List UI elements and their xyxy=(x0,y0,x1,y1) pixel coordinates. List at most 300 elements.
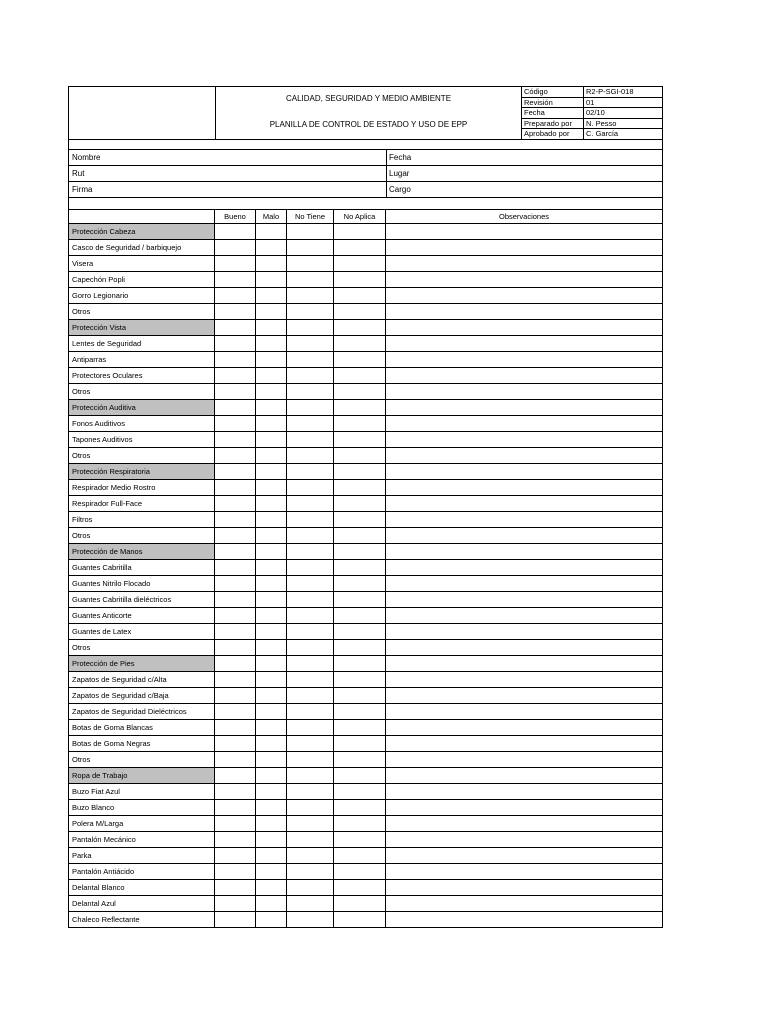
bueno-cell[interactable] xyxy=(215,576,256,591)
field-rut[interactable]: Rut xyxy=(69,166,387,181)
observaciones-cell[interactable] xyxy=(386,400,662,415)
bueno-cell[interactable] xyxy=(215,320,256,335)
no-tiene-cell[interactable] xyxy=(287,240,334,255)
bueno-cell[interactable] xyxy=(215,736,256,751)
meta-label: Revisión xyxy=(522,98,584,108)
observaciones-cell[interactable] xyxy=(386,384,662,399)
observaciones-cell[interactable] xyxy=(386,336,662,351)
no-tiene-cell[interactable] xyxy=(287,672,334,687)
malo-cell[interactable] xyxy=(256,672,287,687)
bueno-cell[interactable] xyxy=(215,784,256,799)
no-aplica-cell[interactable] xyxy=(334,400,386,415)
no-aplica-cell[interactable] xyxy=(334,416,386,431)
table-row xyxy=(69,848,662,864)
bueno-cell[interactable] xyxy=(215,768,256,783)
bueno-cell[interactable] xyxy=(215,608,256,623)
meta-value: 01 xyxy=(586,97,595,107)
spacer-row xyxy=(68,140,663,150)
no-tiene-cell[interactable] xyxy=(287,784,334,799)
no-aplica-cell[interactable] xyxy=(334,496,386,511)
observaciones-cell[interactable] xyxy=(386,704,662,719)
observaciones-cell[interactable] xyxy=(386,512,662,527)
malo-cell[interactable] xyxy=(256,864,287,879)
bueno-cell[interactable] xyxy=(215,560,256,575)
no-aplica-cell[interactable] xyxy=(334,432,386,447)
observaciones-cell[interactable] xyxy=(386,592,662,607)
no-aplica-cell[interactable] xyxy=(334,896,386,911)
no-aplica-cell[interactable] xyxy=(334,720,386,735)
bueno-cell[interactable] xyxy=(215,688,256,703)
malo-cell[interactable] xyxy=(256,816,287,831)
meta-value: R2-P-SGI-018 xyxy=(586,87,634,96)
observaciones-cell[interactable] xyxy=(386,896,662,911)
observaciones-cell[interactable] xyxy=(386,368,662,383)
no-tiene-cell[interactable] xyxy=(287,448,334,463)
table-row xyxy=(69,240,662,256)
malo-cell[interactable] xyxy=(256,432,287,447)
item-label: Respirador Medio Rostro xyxy=(69,480,215,495)
no-aplica-cell[interactable] xyxy=(334,576,386,591)
table-row xyxy=(69,288,662,304)
observaciones-cell[interactable] xyxy=(386,720,662,735)
column-header: No Tiene xyxy=(287,210,334,223)
no-aplica-cell[interactable] xyxy=(334,864,386,879)
field-cargo[interactable]: Cargo xyxy=(389,185,411,194)
bueno-cell[interactable] xyxy=(215,448,256,463)
meta-value: 02/10 xyxy=(586,108,605,118)
no-tiene-cell[interactable] xyxy=(287,336,334,351)
no-tiene-cell[interactable] xyxy=(287,352,334,367)
bueno-cell[interactable] xyxy=(215,720,256,735)
bueno-cell[interactable] xyxy=(215,352,256,367)
no-tiene-cell[interactable] xyxy=(287,608,334,623)
field-lugar[interactable]: Lugar xyxy=(389,169,410,178)
bueno-cell[interactable] xyxy=(215,512,256,527)
no-aplica-cell[interactable] xyxy=(334,336,386,351)
no-aplica-cell[interactable] xyxy=(334,816,386,831)
malo-cell[interactable] xyxy=(256,896,287,911)
bueno-cell[interactable] xyxy=(215,528,256,543)
observaciones-cell[interactable] xyxy=(386,816,662,831)
malo-cell[interactable] xyxy=(256,224,287,239)
malo-cell[interactable] xyxy=(256,480,287,495)
column-header xyxy=(69,210,215,223)
malo-cell[interactable] xyxy=(256,624,287,639)
no-aplica-cell[interactable] xyxy=(334,528,386,543)
malo-cell[interactable] xyxy=(256,704,287,719)
no-tiene-cell[interactable] xyxy=(287,528,334,543)
item-label: Polera M/Larga xyxy=(69,816,215,831)
table-row xyxy=(69,256,662,272)
table-row xyxy=(69,688,662,704)
item-label: Otros xyxy=(69,448,215,463)
item-label: Lentes de Seguridad xyxy=(69,336,215,351)
observaciones-cell[interactable] xyxy=(386,608,662,623)
item-label: Zapatos de Seguridad c/Baja xyxy=(69,688,215,703)
malo-cell[interactable] xyxy=(256,656,287,671)
no-tiene-cell[interactable] xyxy=(287,272,334,287)
item-label: Guantes Cabritilla xyxy=(69,560,215,575)
table-row xyxy=(69,512,662,528)
bueno-cell[interactable] xyxy=(215,896,256,911)
observaciones-cell[interactable] xyxy=(386,416,662,431)
table-row xyxy=(69,352,662,368)
malo-cell[interactable] xyxy=(256,560,287,575)
bueno-cell[interactable] xyxy=(215,464,256,479)
malo-cell[interactable] xyxy=(256,320,287,335)
observaciones-cell[interactable] xyxy=(386,256,662,271)
malo-cell[interactable] xyxy=(256,336,287,351)
observaciones-cell[interactable] xyxy=(386,480,662,495)
no-tiene-cell[interactable] xyxy=(287,800,334,815)
no-tiene-cell[interactable] xyxy=(287,768,334,783)
no-aplica-cell[interactable] xyxy=(334,512,386,527)
no-aplica-cell[interactable] xyxy=(334,784,386,799)
no-aplica-cell[interactable] xyxy=(334,352,386,367)
bueno-cell[interactable] xyxy=(215,832,256,847)
no-tiene-cell[interactable] xyxy=(287,720,334,735)
observaciones-cell[interactable] xyxy=(386,544,662,559)
observaciones-cell[interactable] xyxy=(386,320,662,335)
no-tiene-cell[interactable] xyxy=(287,576,334,591)
section-label: Protección de Manos xyxy=(69,544,215,559)
malo-cell[interactable] xyxy=(256,736,287,751)
no-tiene-cell[interactable] xyxy=(287,496,334,511)
malo-cell[interactable] xyxy=(256,688,287,703)
table-row xyxy=(69,864,662,880)
section-label: Protección Cabeza xyxy=(69,224,215,239)
section-header-row xyxy=(69,320,662,336)
malo-cell[interactable] xyxy=(256,544,287,559)
table-row xyxy=(69,736,662,752)
bueno-cell[interactable] xyxy=(215,800,256,815)
malo-cell[interactable] xyxy=(256,640,287,655)
bueno-cell[interactable] xyxy=(215,432,256,447)
bueno-cell[interactable] xyxy=(215,304,256,319)
no-aplica-cell[interactable] xyxy=(334,320,386,335)
no-tiene-cell[interactable] xyxy=(287,384,334,399)
no-aplica-cell[interactable] xyxy=(334,384,386,399)
bueno-cell[interactable] xyxy=(215,288,256,303)
bueno-cell[interactable] xyxy=(215,672,256,687)
table-row xyxy=(69,608,662,624)
no-tiene-cell[interactable] xyxy=(287,544,334,559)
form-sheet xyxy=(68,86,663,928)
section-label: Protección de Pies xyxy=(69,656,215,671)
table-row xyxy=(69,272,662,288)
no-aplica-cell[interactable] xyxy=(334,656,386,671)
no-aplica-cell[interactable] xyxy=(334,640,386,655)
bueno-cell[interactable] xyxy=(215,864,256,879)
observaciones-cell[interactable] xyxy=(386,560,662,575)
observaciones-cell[interactable] xyxy=(386,224,662,239)
bueno-cell[interactable] xyxy=(215,848,256,863)
no-aplica-cell[interactable] xyxy=(334,224,386,239)
no-tiene-cell[interactable] xyxy=(287,560,334,575)
observaciones-cell[interactable] xyxy=(386,464,662,479)
item-label: Antiparras xyxy=(69,352,215,367)
bueno-cell[interactable] xyxy=(215,336,256,351)
bueno-cell[interactable] xyxy=(215,880,256,895)
no-tiene-cell[interactable] xyxy=(287,704,334,719)
section-header-row xyxy=(69,400,662,416)
no-tiene-cell[interactable] xyxy=(287,880,334,895)
field-firma[interactable]: Firma xyxy=(69,182,387,197)
observaciones-cell[interactable] xyxy=(386,624,662,639)
item-label: Casco de Seguridad / barbiquejo xyxy=(69,240,215,255)
malo-cell[interactable] xyxy=(256,352,287,367)
observaciones-cell[interactable] xyxy=(386,640,662,655)
table-row xyxy=(69,640,662,656)
no-aplica-cell[interactable] xyxy=(334,464,386,479)
field-nombre[interactable]: Nombre xyxy=(69,150,387,165)
no-aplica-cell[interactable] xyxy=(334,608,386,623)
no-aplica-cell[interactable] xyxy=(334,448,386,463)
bueno-cell[interactable] xyxy=(215,272,256,287)
no-tiene-cell[interactable] xyxy=(287,368,334,383)
item-label: Buzo Blanco xyxy=(69,800,215,815)
observaciones-cell[interactable] xyxy=(386,864,662,879)
malo-cell[interactable] xyxy=(256,384,287,399)
bueno-cell[interactable] xyxy=(215,624,256,639)
table-row xyxy=(69,800,662,816)
observaciones-cell[interactable] xyxy=(386,768,662,783)
item-label: Pantalón Mecánico xyxy=(69,832,215,847)
malo-cell[interactable] xyxy=(256,800,287,815)
no-aplica-cell[interactable] xyxy=(334,912,386,927)
field-fecha[interactable]: Fecha xyxy=(389,153,412,162)
observaciones-cell[interactable] xyxy=(386,496,662,511)
bueno-cell[interactable] xyxy=(215,384,256,399)
bueno-cell[interactable] xyxy=(215,544,256,559)
column-header: Observaciones xyxy=(498,212,550,221)
section-header-row xyxy=(69,544,662,560)
item-label: Guantes Cabritilla dieléctricos xyxy=(69,592,215,607)
no-tiene-cell[interactable] xyxy=(287,736,334,751)
malo-cell[interactable] xyxy=(256,416,287,431)
observaciones-cell[interactable] xyxy=(386,832,662,847)
no-tiene-cell[interactable] xyxy=(287,304,334,319)
no-aplica-cell[interactable] xyxy=(334,304,386,319)
no-aplica-cell[interactable] xyxy=(334,560,386,575)
no-tiene-cell[interactable] xyxy=(287,480,334,495)
observaciones-cell[interactable] xyxy=(386,752,662,767)
no-tiene-cell[interactable] xyxy=(287,656,334,671)
item-label: Botas de Goma Negras xyxy=(69,736,215,751)
bueno-cell[interactable] xyxy=(215,912,256,927)
observaciones-cell[interactable] xyxy=(386,848,662,863)
malo-cell[interactable] xyxy=(256,304,287,319)
no-aplica-cell[interactable] xyxy=(334,688,386,703)
no-tiene-cell[interactable] xyxy=(287,816,334,831)
malo-cell[interactable] xyxy=(256,608,287,623)
no-tiene-cell[interactable] xyxy=(287,320,334,335)
no-aplica-cell[interactable] xyxy=(334,672,386,687)
bueno-cell[interactable] xyxy=(215,224,256,239)
no-aplica-cell[interactable] xyxy=(334,704,386,719)
malo-cell[interactable] xyxy=(256,848,287,863)
malo-cell[interactable] xyxy=(256,752,287,767)
observaciones-cell[interactable] xyxy=(386,688,662,703)
no-aplica-cell[interactable] xyxy=(334,592,386,607)
bueno-cell[interactable] xyxy=(215,256,256,271)
observaciones-cell[interactable] xyxy=(386,800,662,815)
no-tiene-cell[interactable] xyxy=(287,464,334,479)
item-label: Buzo Fiat Azul xyxy=(69,784,215,799)
section-label: Protección Auditiva xyxy=(69,400,215,415)
bueno-cell[interactable] xyxy=(215,416,256,431)
no-aplica-cell[interactable] xyxy=(334,768,386,783)
malo-cell[interactable] xyxy=(256,288,287,303)
no-aplica-cell[interactable] xyxy=(334,736,386,751)
no-aplica-cell[interactable] xyxy=(334,480,386,495)
bueno-cell[interactable] xyxy=(215,400,256,415)
bueno-cell[interactable] xyxy=(215,816,256,831)
no-tiene-cell[interactable] xyxy=(287,256,334,271)
table-row xyxy=(69,880,662,896)
malo-cell[interactable] xyxy=(256,368,287,383)
malo-cell[interactable] xyxy=(256,464,287,479)
malo-cell[interactable] xyxy=(256,528,287,543)
header-title: CALIDAD, SEGURIDAD Y MEDIO AMBIENTE xyxy=(285,94,452,103)
observaciones-cell[interactable] xyxy=(386,240,662,255)
observaciones-cell[interactable] xyxy=(386,880,662,895)
item-label: Gorro Legionario xyxy=(69,288,215,303)
no-tiene-cell[interactable] xyxy=(287,912,334,927)
table-row xyxy=(69,448,662,464)
no-tiene-cell[interactable] xyxy=(287,400,334,415)
item-label: Pantalón Antiácido xyxy=(69,864,215,879)
bueno-cell[interactable] xyxy=(215,592,256,607)
bueno-cell[interactable] xyxy=(215,240,256,255)
observaciones-cell[interactable] xyxy=(386,448,662,463)
no-tiene-cell[interactable] xyxy=(287,752,334,767)
malo-cell[interactable] xyxy=(256,720,287,735)
no-tiene-cell[interactable] xyxy=(287,512,334,527)
observaciones-cell[interactable] xyxy=(386,304,662,319)
no-aplica-cell[interactable] xyxy=(334,880,386,895)
malo-cell[interactable] xyxy=(256,768,287,783)
no-aplica-cell[interactable] xyxy=(334,544,386,559)
header-titles xyxy=(216,87,522,139)
malo-cell[interactable] xyxy=(256,496,287,511)
observaciones-cell[interactable] xyxy=(386,432,662,447)
observaciones-cell[interactable] xyxy=(386,272,662,287)
observaciones-cell[interactable] xyxy=(386,352,662,367)
table-row xyxy=(69,432,662,448)
no-tiene-cell[interactable] xyxy=(287,688,334,703)
table-row xyxy=(69,752,662,768)
bueno-cell[interactable] xyxy=(215,656,256,671)
bueno-cell[interactable] xyxy=(215,752,256,767)
malo-cell[interactable] xyxy=(256,512,287,527)
no-aplica-cell[interactable] xyxy=(334,368,386,383)
malo-cell[interactable] xyxy=(256,240,287,255)
no-aplica-cell[interactable] xyxy=(334,800,386,815)
no-tiene-cell[interactable] xyxy=(287,592,334,607)
meta-label: Código xyxy=(522,87,584,97)
no-aplica-cell[interactable] xyxy=(334,272,386,287)
no-tiene-cell[interactable] xyxy=(287,288,334,303)
table-header-row xyxy=(69,210,662,224)
item-label: Tapones Auditivos xyxy=(69,432,215,447)
malo-cell[interactable] xyxy=(256,784,287,799)
table-row xyxy=(69,672,662,688)
no-aplica-cell[interactable] xyxy=(334,832,386,847)
item-label: Parka xyxy=(69,848,215,863)
no-aplica-cell[interactable] xyxy=(334,240,386,255)
malo-cell[interactable] xyxy=(256,880,287,895)
info-row xyxy=(69,150,662,166)
malo-cell[interactable] xyxy=(256,272,287,287)
malo-cell[interactable] xyxy=(256,576,287,591)
no-tiene-cell[interactable] xyxy=(287,224,334,239)
no-tiene-cell[interactable] xyxy=(287,416,334,431)
malo-cell[interactable] xyxy=(256,912,287,927)
meta-row xyxy=(522,129,662,140)
table-row xyxy=(69,704,662,720)
no-aplica-cell[interactable] xyxy=(334,848,386,863)
no-tiene-cell[interactable] xyxy=(287,832,334,847)
malo-cell[interactable] xyxy=(256,448,287,463)
table-row xyxy=(69,624,662,640)
section-label: Protección Vista xyxy=(69,320,215,335)
no-aplica-cell[interactable] xyxy=(334,624,386,639)
malo-cell[interactable] xyxy=(256,256,287,271)
meta-value: N. Pesso xyxy=(586,118,617,128)
section-header-row xyxy=(69,464,662,480)
bueno-cell[interactable] xyxy=(215,496,256,511)
section-label: Protección Respiratoria xyxy=(69,464,215,479)
observaciones-cell[interactable] xyxy=(386,912,662,927)
malo-cell[interactable] xyxy=(256,400,287,415)
malo-cell[interactable] xyxy=(256,832,287,847)
column-header: Bueno xyxy=(215,210,256,223)
meta-label: Preparado por xyxy=(522,119,584,129)
section-header-row xyxy=(69,768,662,784)
meta-row xyxy=(522,98,662,109)
no-tiene-cell[interactable] xyxy=(287,896,334,911)
epp-checklist-table xyxy=(68,210,663,928)
no-tiene-cell[interactable] xyxy=(287,624,334,639)
observaciones-cell[interactable] xyxy=(386,288,662,303)
observaciones-cell[interactable] xyxy=(386,672,662,687)
meta-row xyxy=(522,119,662,130)
bueno-cell[interactable] xyxy=(215,480,256,495)
no-aplica-cell[interactable] xyxy=(334,256,386,271)
worker-info xyxy=(68,150,663,198)
observaciones-cell[interactable] xyxy=(386,528,662,543)
item-label: Zapatos de Seguridad Dieléctricos xyxy=(69,704,215,719)
no-aplica-cell[interactable] xyxy=(334,288,386,303)
no-tiene-cell[interactable] xyxy=(287,640,334,655)
bueno-cell[interactable] xyxy=(215,640,256,655)
no-tiene-cell[interactable] xyxy=(287,864,334,879)
observaciones-cell[interactable] xyxy=(386,576,662,591)
bueno-cell[interactable] xyxy=(215,368,256,383)
observaciones-cell[interactable] xyxy=(386,784,662,799)
bueno-cell[interactable] xyxy=(215,704,256,719)
no-tiene-cell[interactable] xyxy=(287,848,334,863)
observaciones-cell[interactable] xyxy=(386,656,662,671)
form-header xyxy=(68,86,663,140)
malo-cell[interactable] xyxy=(256,592,287,607)
table-row xyxy=(69,384,662,400)
no-tiene-cell[interactable] xyxy=(287,432,334,447)
table-row xyxy=(69,336,662,352)
no-aplica-cell[interactable] xyxy=(334,752,386,767)
observaciones-cell[interactable] xyxy=(386,736,662,751)
